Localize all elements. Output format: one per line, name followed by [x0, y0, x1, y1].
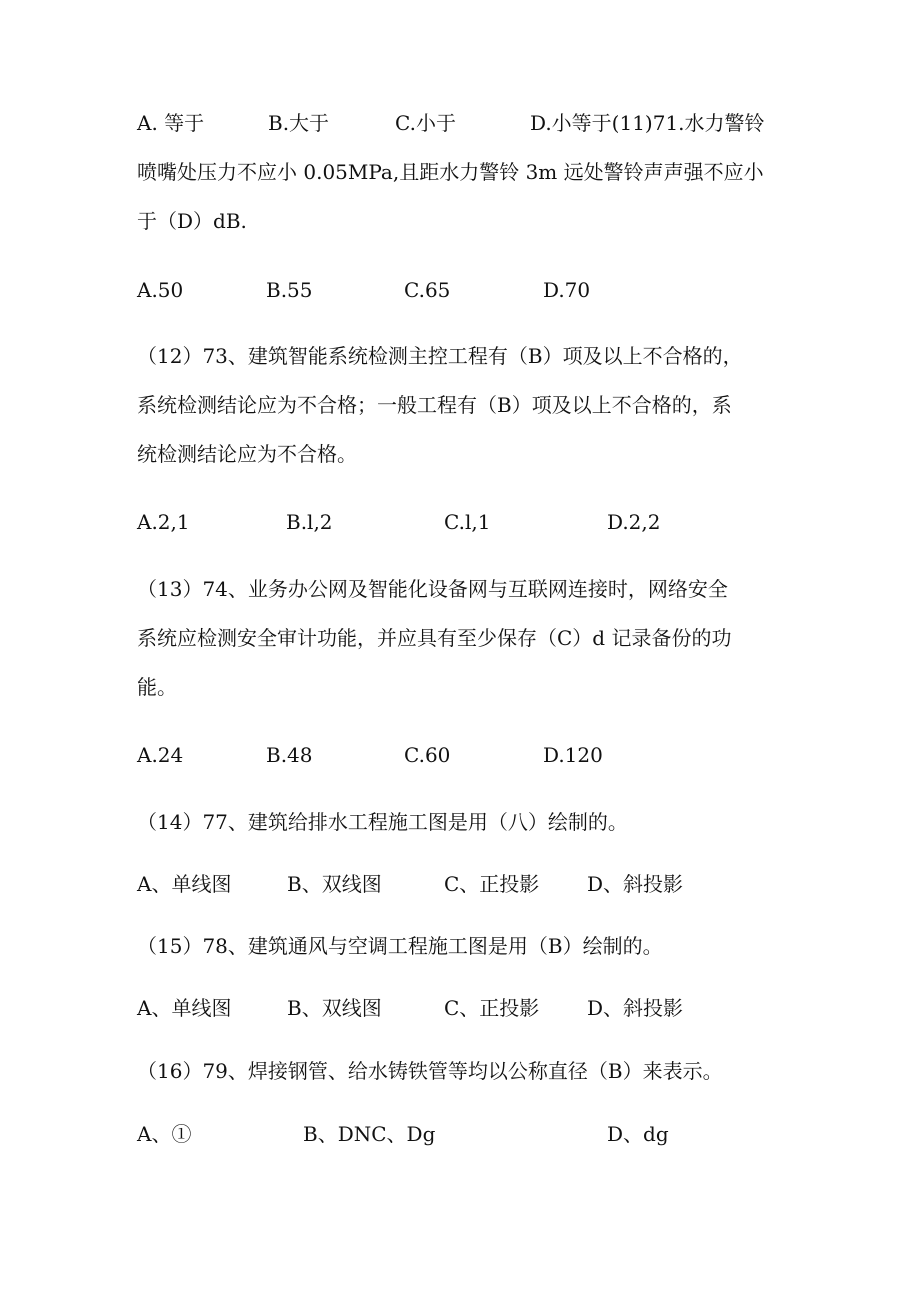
q16-option-a: A、①	[137, 1122, 192, 1146]
q13-option-b: B.48	[266, 743, 313, 767]
q13-text-line-1: （13）74、业务办公网及智能化设备网与互联网连接时，网络安全	[137, 577, 728, 601]
q15-option-b: B、双线图	[287, 996, 382, 1020]
q12-text-line-3: 统检测结论应为不合格。	[137, 442, 357, 466]
q11-option-d: D.70	[543, 278, 591, 302]
q14-option-c: C、正投影	[444, 872, 540, 896]
q14-option-b: B、双线图	[287, 872, 382, 896]
q14-text: （14）77、建筑给排水工程施工图是用（八）绘制的。	[137, 810, 628, 834]
q14-option-a: A、单线图	[137, 872, 232, 896]
q12-option-c: C.l,1	[444, 510, 491, 534]
q15-option-d: D、斜投影	[587, 996, 684, 1020]
q13-option-c: C.60	[404, 743, 451, 767]
q16-option-d: D、dg	[607, 1122, 669, 1146]
q16-option-b: B、DNC、Dg	[303, 1122, 436, 1146]
q11-text-line-2: 于（D）dB.	[137, 209, 247, 233]
q11-prev-option-b: B.大于	[268, 111, 330, 135]
q12-text-line-2: 系统检测结论应为不合格；一般工程有（B）项及以上不合格的，系	[137, 393, 732, 417]
q12-text-line-1: （12）73、建筑智能系统检测主控工程有（B）项及以上不合格的，	[137, 344, 743, 368]
q12-option-b: B.l,2	[286, 510, 333, 534]
q11-prev-option-a: A. 等于	[137, 111, 205, 135]
q16-text: （16）79、焊接钢管、给水铸铁管等均以公称直径（B）来表示。	[137, 1059, 723, 1083]
q11-prev-option-c: C.小于	[395, 111, 456, 135]
q12-option-a: A.2,1	[137, 510, 190, 534]
q15-option-a: A、单线图	[137, 996, 232, 1020]
q13-text-line-3: 能。	[137, 675, 177, 699]
q11-option-c: C.65	[404, 278, 451, 302]
q11-option-b: B.55	[266, 278, 313, 302]
q11-option-a: A.50	[137, 278, 184, 302]
q13-option-d: D.120	[543, 743, 603, 767]
q11-prev-option-d-and-question-start: D.小等于(11)71.水力警铃	[530, 111, 765, 135]
q13-option-a: A.24	[137, 743, 184, 767]
q13-text-line-2: 系统应检测安全审计功能，并应具有至少保存（C）d 记录备份的功	[137, 626, 732, 650]
q14-option-d: D、斜投影	[587, 872, 684, 896]
q12-option-d: D.2,2	[607, 510, 661, 534]
q15-option-c: C、正投影	[444, 996, 540, 1020]
q11-text-line-1: 喷嘴处压力不应小 0.05MPa,且距水力警铃 3m 远处警铃声声强不应小	[137, 160, 764, 184]
q15-text: （15）78、建筑通风与空调工程施工图是用（B）绘制的。	[137, 934, 663, 958]
